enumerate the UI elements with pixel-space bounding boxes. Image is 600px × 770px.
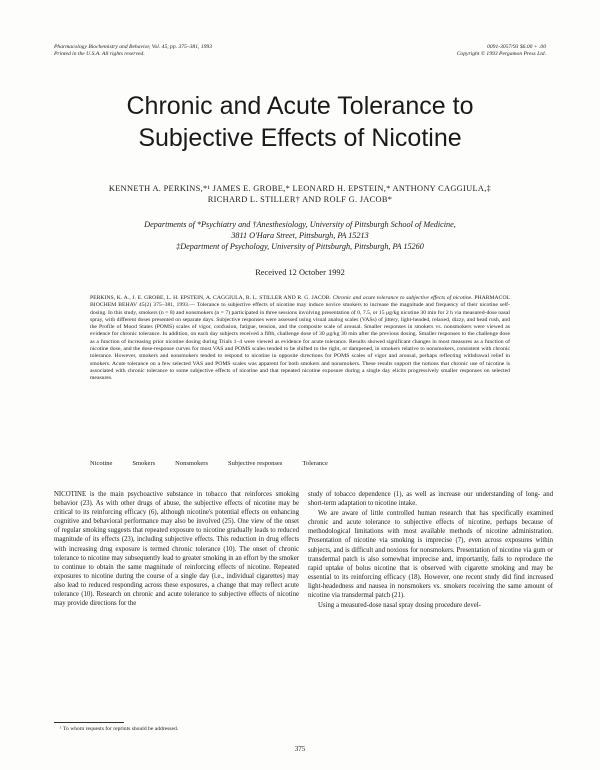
affiliation-line: 3811 O'Hara Street, Pittsburgh, PA 15213: [231, 231, 369, 240]
body-paragraph: NICOTINE is the main psychoactive substance in tobacco that reinforces smoking behavior (23). As with other drugs of abuse, the subjective effects of nicotine may be critical to its reinforcing efficacy (6), although nicotine's potential effects on enhancing cognitive and behavioral performance may also be involved (25). One view of the onset of regular smoking suggests that repeated exposure to nicotine gradually leads to reduced magnitude of its effects (23), including subjective effects. This reduction in drug effects with increasing drug exposure is termed chronic tolerance (10). The onset of chronic tolerance to nicotine may subsequently lead to greater smoking in an effort by the smoker to continue to obtain the same magnitude of reinforcing effects of nicotine. Repeated exposures to nicotine during the course of a single day (i.e., individual cigarettes) may also lead to reduced responding across these exposures, a change that may reflect acute tolerance (10). Research on chronic and acute tolerance to subjective effects of nicotine may provide directions for the: [54, 491, 299, 608]
keyword: Nonsmokers: [175, 460, 208, 467]
copyright-line: Copyright © 1993 Pergamon Press Ltd.: [456, 51, 546, 57]
body-paragraph: We are aware of little controlled human research that has specifically examined chronic and acute tolerance to subjective effects of nicotine, perhaps because of methodological limitations with most available methods of nicotine administration. Presentation of nicotine via smoking is imprecise (7), even across exposures within subjects, and is difficult and noxious for nonsmokers. Presentation of nicotine via gum or transdermal patch is also somewhat imprecise and, importantly, fails to reproduce the rapid uptake of bolus nicotine that is observed with cigarette smoking and may be essential to its reinforcing efficacy (18). However, one recent study did find increased light-headedness and nausea in nonsmokers vs. smokers receiving the same amount of nicotine via transdermal patch (21).: [308, 510, 553, 600]
affiliation-line: ‡Department of Psychology, University of Pittsburgh, Pittsburgh, PA 15260: [176, 242, 424, 251]
body-left-column: [54, 490, 299, 609]
journal-header: [54, 44, 294, 58]
received-date: Received 12 October 1992: [255, 268, 345, 277]
authors-line: KENNETH A. PERKINS,*¹ JAMES E. GROBE,* LEONARD H. EPSTEIN,* ANTHONY CAGGIULA,‡: [108, 184, 492, 193]
journal-citation-line: Pharmacology Biochemistry and Behavior, Vol. 45, pp. 375–381, 1993: [54, 44, 213, 50]
body-right-column: [308, 490, 553, 611]
affiliation-line: Departments of *Psychiatry and †Anesthesiology, University of Pittsburgh School of Medicine,: [144, 220, 456, 229]
authors: [40, 183, 560, 205]
paper-title: [60, 90, 540, 154]
copyright-header: [346, 44, 546, 58]
issn-line: 0091-3057/93 $6.00 + .00: [487, 44, 546, 50]
authors-line: RICHARD L. STILLER† AND ROLF G. JACOB*: [207, 195, 393, 204]
keywords: [90, 460, 510, 467]
keyword: Tolerance: [302, 460, 328, 467]
abstract-citation-authors: PERKINS, K. A., J. E. GROBE, L. H. EPSTEIN, A. CAGGIULA, R. L. STILLER AND R. G. JACOB.: [90, 295, 331, 301]
keyword: Smokers: [132, 460, 156, 467]
affiliations: [60, 219, 540, 252]
footnote: ¹ To whom requests for reprints should be addressed.: [60, 726, 179, 732]
title-line: Chronic and Acute Tolerance to: [126, 92, 474, 120]
body-paragraph: study of tobacco dependence (1), as well as increase our understanding of long- and short-term adaptation to nicotine intake.: [308, 491, 553, 508]
printed-line: Printed in the U.S.A. All rights reserved.: [54, 51, 145, 57]
page-number: 375: [294, 745, 306, 753]
abstract-body: Tolerance to subjective effects of nicotine may induce novice smokers to increase the magnitude and frequency of their nicotine self-dosing. In this study, smokers (n = 8) and nonsmokers (n = 7) participated in three sessions involving presentation of 0, 7.5, or 15 μg/kg nicotine 30 min for 2 h via measured-dose nasal spray, with different doses presented on separate days. Subjective responses were assessed using visual analog scales (VASs) of jittery, light-headed, relaxed, dizzy, and head rush, and the Profile of Mood States (POMS) scales of vigor, confusion, fatigue, tension, and the composite scale of arousal. Smaller responses in smokers vs. nonsmokers were viewed as evidence for chronic tolerance. In addition, on each day subjects received a fifth, challenge dose of 30 μg/kg 30 min after the previous dosing. Smaller responses to the challenge dose as a function of increasing prior nicotine dosing during Trials 1–4 were viewed as evidence for acute tolerance. Results showed significant changes in most measures as a function of nicotine dose, and the dose-response curves for most VAS and POMS scales tended to be shifted to the right, or dampened, in smokers relative to nonsmokers, consistent with chronic tolerance. However, smokers and nonsmokers tended to respond to nicotine in opposite directions for POMS scales of vigor and arousal, perhaps reflecting withdrawal relief in smokers. Acute tolerance on a few selected VAS and POMS scales was apparent for both smokers and nonsmokers. These results support the notions that chronic use of nicotine is associated with chronic tolerance to some subjective effects of nicotine and that repeated nicotine exposure during a single day elicits progressively smaller responses on selected measures.: [90, 302, 510, 382]
body-paragraph: Using a measured-dose nasal spray dosing procedure devel-: [318, 602, 481, 610]
footnote-rule: [54, 722, 124, 723]
keyword: Nicotine: [90, 460, 113, 467]
abstract-citation-journal: PHARMACOL BIOCHEM BEHAV 45(2) 375–381, 1993.—: [90, 295, 511, 309]
abstract-citation-title: Chronic and acute tolerance to subjective effects of nicotine.: [332, 295, 473, 301]
abstract: [90, 295, 510, 383]
keyword: Subjective responses: [228, 460, 283, 467]
title-line: Subjective Effects of Nicotine: [138, 124, 462, 152]
